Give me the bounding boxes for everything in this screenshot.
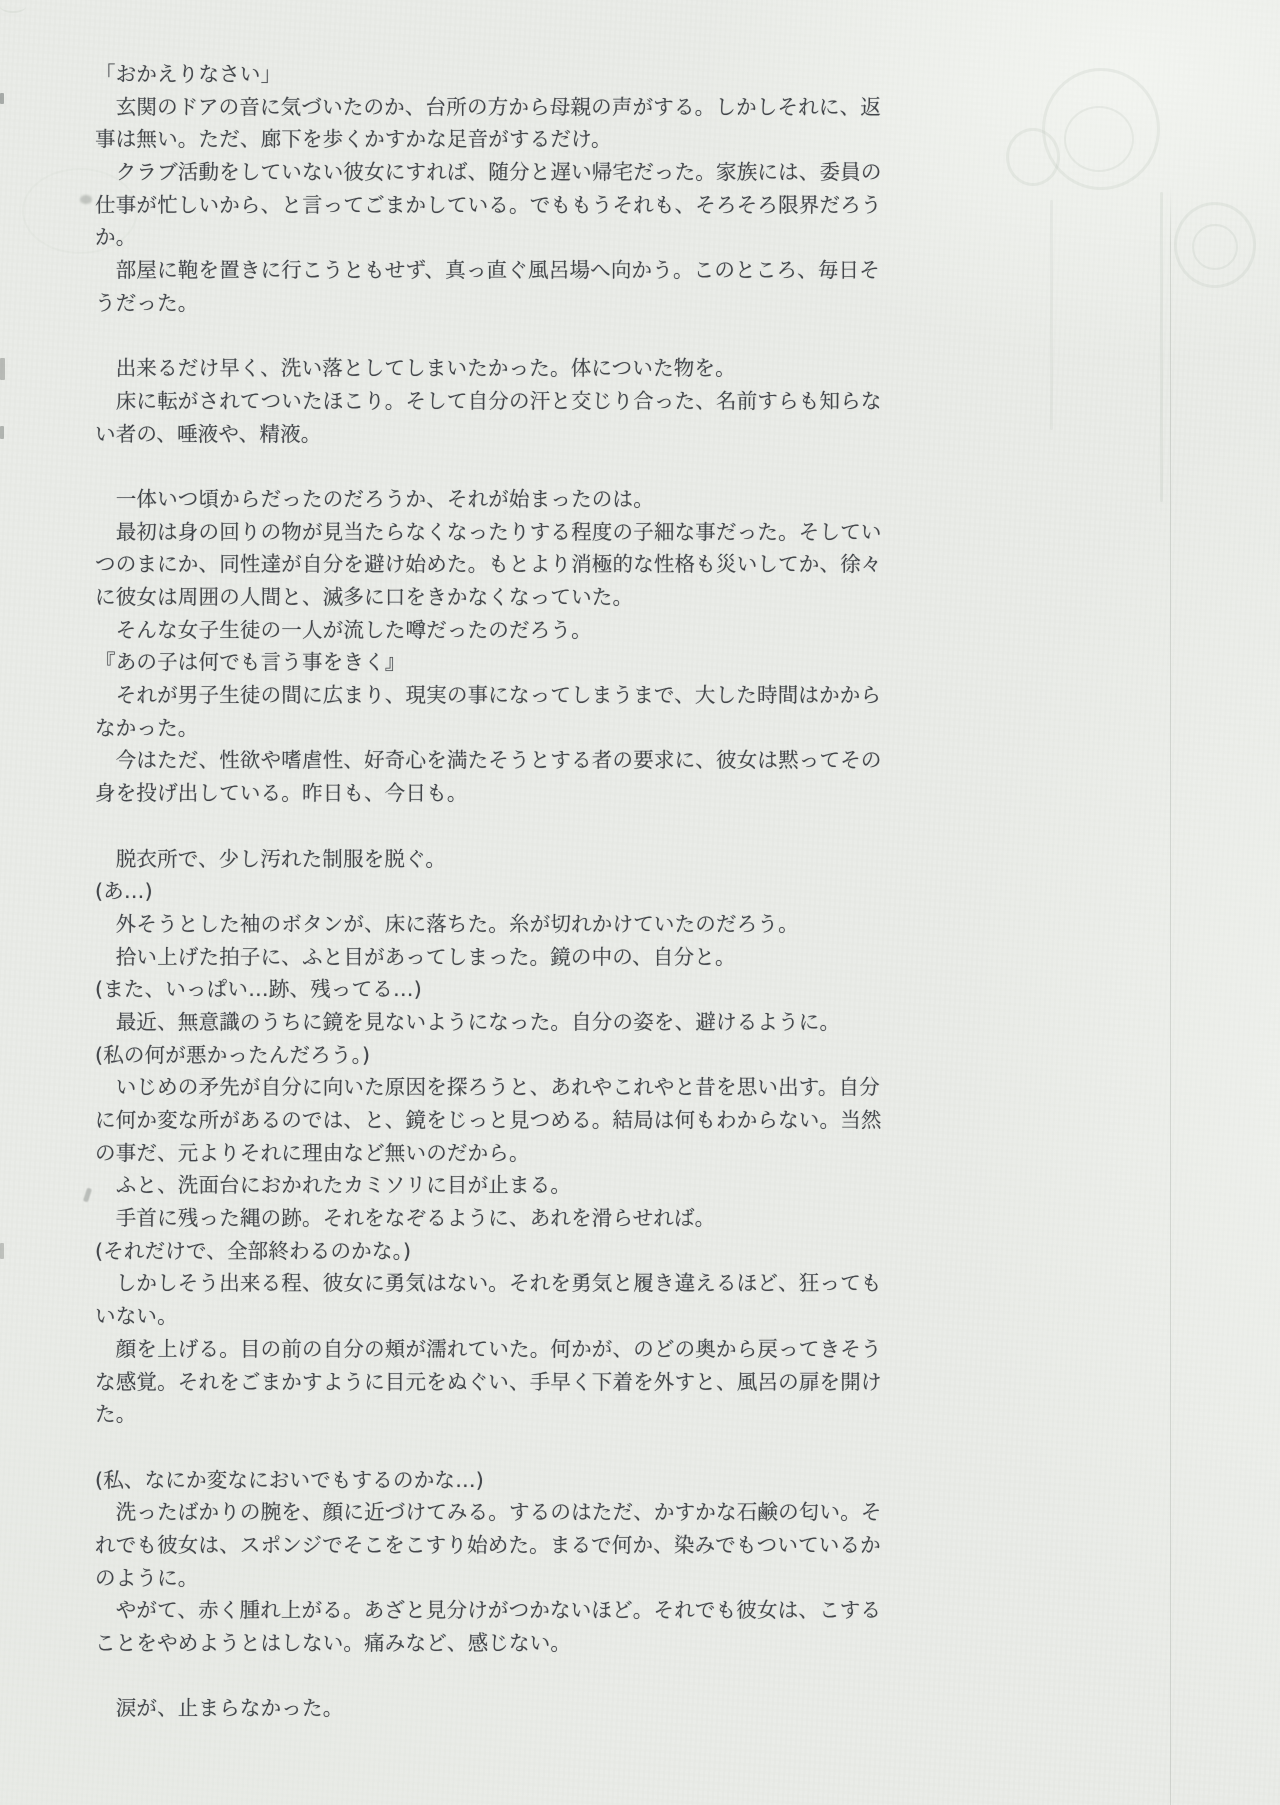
story-text-column — [95, 58, 882, 1725]
text-line: のように。 — [95, 1565, 199, 1590]
text-line: 出来るだけ早く、洗い落としてしまいたかった。体についた物を。 — [95, 356, 736, 381]
page-crease-line — [1170, 185, 1171, 1805]
text-line: やがて、赤く腫れ上がる。あざと見分けがつかないほど。それでも彼女は、こする — [95, 1598, 882, 1623]
text-line: に彼女は周囲の人間と、滅多に口をきかなくなっていた。 — [95, 585, 634, 609]
text-line: 仕事が忙しいから、と言ってごまかしている。でももうそれも、そろそろ限界だろう — [95, 192, 882, 217]
text-line: た。 — [95, 1402, 137, 1427]
text-line: 顔を上げる。目の前の自分の頬が濡れていた。何かが、のどの奥から戻ってきそう — [95, 1336, 882, 1361]
text-line: 手首に残った縄の跡。それをなぞるように、あれを滑らせれば。 — [95, 1206, 716, 1231]
showthrough-stroke-secondary — [1050, 200, 1053, 430]
text-line: 「おかえりなさい」 — [95, 62, 282, 86]
text-line: しかしそう出来る程、彼女に勇気はない。それを勇気と履き違えるほど、狂っても — [95, 1271, 882, 1296]
showthrough-character-face — [1064, 106, 1134, 172]
text-line: 最近、無意識のうちに鏡を見ないようになった。自分の姿を、避けるように。 — [95, 1009, 841, 1034]
text-line: 今はただ、性欲や嗜虐性、好奇心を満たそうとする者の要求に、彼女は黙ってその — [95, 748, 882, 773]
paper-smudge — [80, 195, 92, 204]
text-line: ことをやめようとはしない。痛みなど、感じない。 — [95, 1631, 572, 1655]
text-line: 床に転がされてついたほこり。そして自分の汗と交じり合った、名前すらも知らな — [95, 388, 882, 413]
blank-line — [95, 1431, 870, 1464]
text-line: れでも彼女は、スポンジでそこをこすり始めた。まるで何か、染みでもついているか — [95, 1532, 881, 1557]
text-line: か。 — [95, 225, 137, 250]
text-line: いじめの矛先が自分に向いた原因を探ろうと、あれやこれやと昔を思い出す。自分 — [95, 1075, 880, 1100]
text-line: に何か変な所があるのでは、と、鏡をじっと見つめる。結局は何もわからない。当然 — [95, 1108, 882, 1132]
showthrough-character-smile — [0, 0, 26, 13]
blank-line — [95, 450, 870, 483]
text-line: (私の何が悪かったんだろう。) — [95, 1042, 371, 1067]
text-line: いない。 — [95, 1304, 178, 1329]
showthrough-circle-left — [1006, 128, 1060, 186]
blank-line — [95, 1660, 870, 1693]
margin-mark — [83, 1188, 92, 1203]
scan-edge-mark — [0, 1243, 4, 1259]
text-line: 拾い上げた拍子に、ふと目があってしまった。鏡の中の、自分と。 — [95, 944, 736, 969]
text-line: 一体いつ頃からだったのだろうか、それが始まったのは。 — [95, 486, 654, 511]
text-line: ふと、洗面台におかれたカミソリに目が止まる。 — [95, 1173, 572, 1198]
text-line: 最初は身の回りの物が見当たらなくなったりする程度の子細な事だった。そしてい — [95, 519, 882, 544]
text-line: の事だ、元よりそれに理由など無いのだから。 — [95, 1140, 530, 1165]
text-line: 『あの子は何でも言う事をきく』 — [95, 650, 406, 675]
blank-line — [95, 320, 870, 353]
text-line: 外そうとした袖のボタンが、床に落ちた。糸が切れかけていたのだろう。 — [95, 911, 799, 936]
scan-edge-mark — [0, 358, 5, 380]
scan-edge-mark — [0, 426, 4, 439]
text-line: なかった。 — [95, 715, 199, 740]
text-line: 脱衣所で、少し汚れた制服を脱ぐ。 — [95, 846, 447, 871]
showthrough-stroke — [1160, 192, 1163, 502]
text-line: クラブ活動をしていない彼女にすれば、随分と遅い帰宅だった。家族には、委員の — [95, 160, 882, 185]
text-line: うだった。 — [95, 290, 199, 315]
text-line: 玄関のドアの音に気づいたのか、台所の方から母親の声がする。しかしそれに、返 — [95, 94, 881, 119]
text-line: 事は無い。ただ、廊下を歩くかすかな足音がするだけ。 — [95, 127, 612, 152]
text-line: つのまにか、同性達が自分を避け始めた。もとより消極的な性格も災いしてか、徐々 — [95, 552, 882, 577]
text-line: な感覚。それをごまかすように目元をぬぐい、手早く下着を外すと、風呂の扉を開け — [95, 1369, 882, 1394]
text-line: 涙が、止まらなかった。 — [95, 1696, 344, 1721]
scan-edge-mark — [0, 93, 4, 104]
text-line: 部屋に鞄を置きに行こうともせず、真っ直ぐ風呂場へ向かう。このところ、毎日そ — [95, 258, 880, 283]
text-line: そんな女子生徒の一人が流した噂だったのだろう。 — [95, 617, 592, 642]
text-line: (また、いっぱい…跡、残ってる…) — [95, 977, 422, 1002]
showthrough-circle-right-inner — [1192, 224, 1238, 270]
text-line: (あ…) — [95, 879, 153, 904]
text-line: それが男子生徒の間に広まり、現実の事になってしまうまで、大した時間はかから — [95, 683, 882, 708]
text-line: 洗ったばかりの腕を、顔に近づけてみる。するのはただ、かすかな石鹸の匂い。そ — [95, 1500, 882, 1525]
text-line: い者の、唾液や、精液。 — [95, 421, 322, 446]
text-line: 身を投げ出している。昨日も、今日も。 — [95, 781, 468, 806]
text-line: (私、なにか変なにおいでもするのかな…) — [95, 1467, 484, 1492]
text-line: (それだけで、全部終わるのかな。) — [95, 1238, 412, 1263]
blank-line — [95, 810, 870, 843]
